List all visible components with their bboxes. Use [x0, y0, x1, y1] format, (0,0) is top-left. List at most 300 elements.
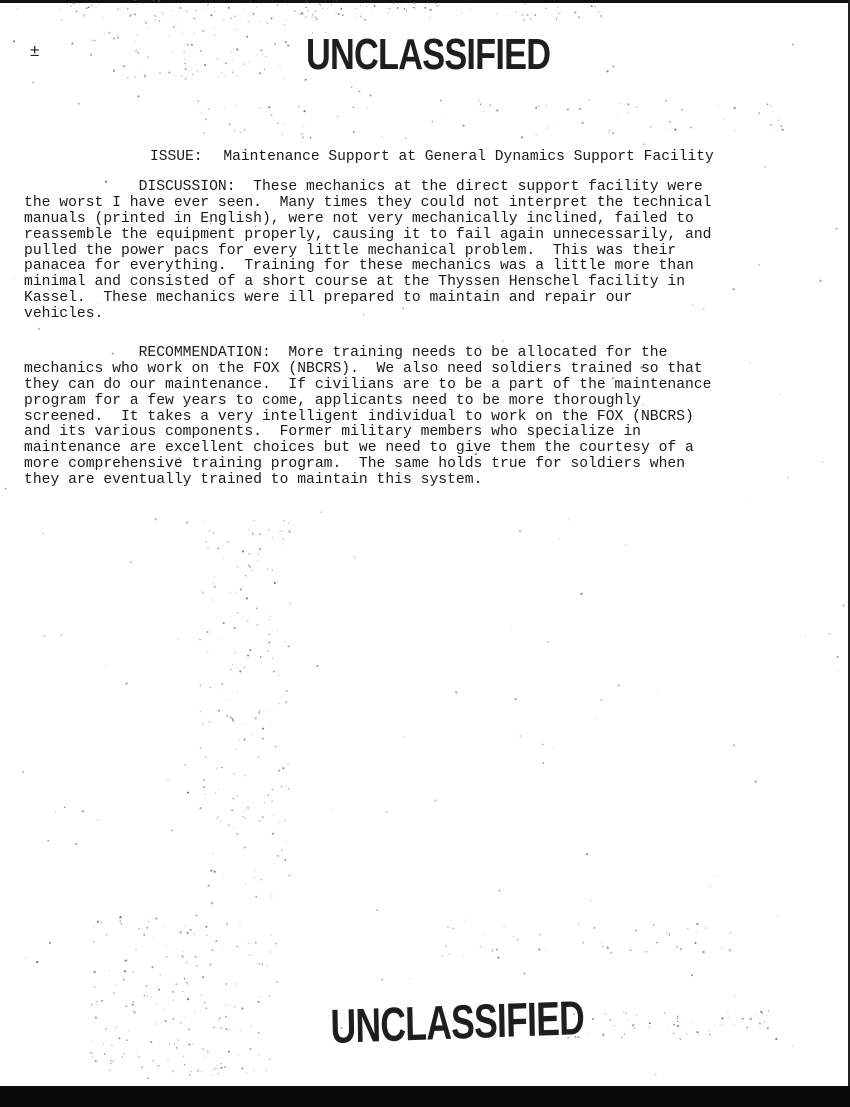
speck	[213, 871, 215, 873]
speck	[621, 1037, 622, 1038]
speck	[137, 95, 139, 97]
speck	[219, 1017, 221, 1019]
speck	[132, 1004, 134, 1006]
speck	[284, 859, 286, 861]
speck	[142, 3, 143, 4]
speck	[187, 932, 189, 934]
speck	[201, 591, 203, 593]
speck	[331, 4, 332, 5]
speck	[146, 927, 148, 929]
text-line: they are eventually trained to maintain this system.	[24, 472, 483, 489]
bottom-scan-edge	[0, 1086, 850, 1107]
speck	[314, 10, 316, 12]
speck	[169, 1044, 170, 1045]
speck	[245, 818, 246, 819]
speck	[545, 8, 546, 9]
speck	[607, 947, 609, 949]
speck	[103, 17, 104, 18]
speck	[778, 118, 779, 119]
speck	[281, 786, 283, 788]
speck	[257, 624, 259, 626]
speck	[609, 1019, 611, 1021]
text-line: the worst I have ever seen. Many times they could not interpret the technical	[24, 194, 712, 211]
speck	[133, 971, 135, 973]
speck	[205, 794, 206, 795]
speck	[97, 1005, 98, 1006]
speck	[122, 1056, 123, 1057]
speck	[427, 1, 429, 3]
speck	[435, 2, 437, 4]
speck	[249, 955, 250, 956]
speck	[113, 1061, 114, 1062]
speck	[207, 4, 209, 6]
speck	[530, 18, 531, 19]
speck	[221, 639, 222, 640]
speck	[125, 682, 127, 684]
speck	[272, 833, 274, 835]
speck	[762, 1013, 763, 1014]
speck	[246, 36, 248, 38]
speck	[451, 920, 452, 921]
speck	[405, 138, 406, 139]
speck	[483, 111, 484, 112]
speck	[202, 9, 203, 10]
speck	[792, 44, 794, 46]
speck	[235, 593, 236, 594]
speck	[696, 923, 698, 925]
speck	[220, 821, 221, 822]
speck	[225, 1005, 226, 1006]
speck	[256, 56, 257, 57]
speck	[176, 24, 177, 25]
speck	[221, 683, 223, 685]
text-line: reassemble the equipment properly, causing it to fail again unnecessarily, and	[24, 226, 712, 243]
speck	[714, 876, 715, 877]
speck	[278, 822, 279, 823]
speck	[173, 1000, 174, 1001]
speck	[282, 5, 283, 6]
speck	[202, 30, 204, 32]
speck	[283, 123, 284, 124]
speck	[247, 620, 249, 622]
speck	[253, 520, 254, 521]
speck	[652, 951, 653, 952]
speck	[134, 14, 136, 16]
speck	[49, 942, 51, 944]
speck	[214, 35, 216, 37]
speck	[272, 658, 273, 659]
speck	[282, 530, 283, 531]
speck	[95, 7, 96, 8]
speck	[515, 11, 517, 13]
speck	[829, 633, 830, 634]
speck	[837, 671, 838, 672]
speck	[136, 1053, 137, 1054]
speck	[371, 11, 372, 12]
speck	[200, 685, 202, 687]
speck	[352, 106, 354, 108]
speck	[519, 735, 521, 737]
speck	[244, 667, 245, 668]
speck	[755, 1014, 756, 1015]
speck	[767, 103, 769, 105]
speck	[171, 10, 172, 11]
speck	[153, 1060, 154, 1061]
speck	[181, 33, 182, 34]
speck	[636, 106, 638, 108]
speck	[316, 665, 318, 667]
speck	[574, 11, 576, 13]
speck	[536, 134, 537, 135]
speck	[38, 328, 40, 330]
speck	[600, 699, 602, 701]
speck	[364, 19, 366, 21]
speck	[268, 106, 270, 108]
speck	[401, 7, 402, 8]
speck	[88, 6, 89, 7]
speck	[190, 929, 192, 931]
speck	[299, 13, 301, 15]
speck	[106, 933, 108, 935]
speck	[538, 933, 540, 935]
speck	[404, 736, 405, 737]
speck	[243, 63, 245, 65]
speck	[233, 773, 235, 775]
speck	[524, 3, 525, 4]
speck	[226, 715, 228, 717]
speck	[220, 1027, 222, 1029]
speck	[285, 41, 287, 43]
speck	[234, 1006, 235, 1007]
speck	[461, 12, 462, 13]
speck	[441, 954, 443, 956]
speck	[145, 22, 147, 24]
speck	[216, 1065, 217, 1066]
speck	[627, 103, 629, 105]
speck	[226, 923, 228, 925]
speck	[126, 959, 128, 961]
speck	[176, 1049, 177, 1050]
speck	[676, 946, 678, 948]
speck	[770, 124, 772, 126]
speck	[67, 4, 68, 5]
speck	[117, 37, 119, 39]
speck	[203, 133, 204, 134]
speck	[759, 1027, 760, 1028]
speck	[261, 964, 263, 966]
speck	[625, 545, 626, 546]
speck	[198, 100, 199, 101]
speck	[173, 26, 175, 28]
speck	[159, 72, 161, 74]
speck	[126, 1039, 128, 1041]
speck	[182, 991, 183, 992]
speck	[288, 645, 290, 647]
speck	[269, 634, 271, 636]
speck	[256, 607, 258, 609]
speck	[253, 12, 254, 13]
speck	[237, 796, 238, 797]
speck	[723, 118, 724, 119]
speck	[479, 100, 480, 101]
text-line: DISCUSSION: These mechanics at the direct support facility were	[24, 179, 703, 195]
speck	[491, 951, 492, 952]
speck	[734, 1024, 735, 1025]
speck	[588, 1033, 589, 1034]
speck	[286, 4, 287, 5]
speck	[269, 995, 271, 997]
speck	[777, 915, 778, 916]
speck	[269, 619, 270, 620]
speck	[582, 942, 584, 944]
speck	[288, 531, 290, 533]
speck	[55, 812, 56, 813]
speck	[194, 33, 195, 34]
speck	[214, 11, 215, 12]
speck	[215, 1068, 217, 1070]
speck	[334, 11, 335, 12]
speck	[218, 789, 219, 790]
speck	[353, 131, 355, 133]
speck	[144, 995, 145, 996]
speck	[261, 107, 262, 108]
speck	[259, 21, 260, 22]
speck	[270, 951, 271, 952]
speck	[509, 8, 510, 9]
speck	[729, 949, 731, 951]
speck	[781, 129, 783, 131]
speck	[241, 1007, 243, 1009]
speck	[162, 13, 163, 14]
speck	[246, 597, 248, 599]
speck	[282, 767, 284, 769]
speck	[718, 105, 719, 106]
speck	[667, 932, 669, 934]
corner-mark: ±	[30, 41, 40, 60]
speck	[305, 0, 307, 2]
speck	[236, 666, 237, 667]
speck	[117, 35, 119, 37]
speck	[164, 6, 165, 7]
speck	[655, 1074, 656, 1075]
speck	[227, 541, 229, 543]
speck	[232, 72, 233, 73]
speck	[480, 103, 482, 105]
speck	[172, 991, 174, 993]
speck	[557, 6, 558, 7]
speck	[105, 665, 107, 667]
speck	[144, 77, 146, 79]
speck	[428, 2, 430, 4]
speck	[766, 1014, 767, 1015]
speck	[228, 1029, 230, 1031]
speck	[201, 113, 202, 114]
speck	[685, 1023, 686, 1024]
speck	[159, 20, 160, 21]
speck	[135, 49, 137, 51]
speck	[304, 110, 306, 112]
speck	[274, 43, 276, 45]
speck	[289, 603, 290, 604]
speck	[609, 130, 611, 132]
speck	[123, 65, 125, 67]
speck	[70, 5, 72, 7]
speck	[163, 925, 164, 926]
speck	[455, 691, 457, 693]
speck	[223, 622, 225, 624]
speck	[267, 569, 268, 570]
speck	[123, 6, 124, 7]
speck	[240, 1029, 241, 1030]
speck	[127, 77, 128, 78]
speck	[579, 108, 581, 110]
speck	[497, 957, 499, 959]
speck	[760, 1011, 762, 1013]
speck	[242, 816, 243, 817]
text-line: pulled the power pacs for every little mechanical problem. This was their	[24, 242, 677, 259]
speck	[404, 8, 406, 10]
speck	[192, 73, 194, 75]
speck	[147, 1077, 149, 1079]
speck	[454, 0, 455, 1]
speck	[206, 1007, 207, 1008]
speck	[184, 1016, 185, 1017]
speck	[239, 740, 240, 741]
speck	[134, 40, 135, 41]
speck	[240, 131, 241, 132]
text-line: Kassel. These mechanics were ill prepared to maintain and repair our	[24, 290, 633, 307]
speck	[252, 569, 253, 570]
speck	[113, 992, 115, 994]
speck	[229, 123, 231, 125]
speck	[588, 99, 590, 101]
speck	[269, 796, 270, 797]
speck	[180, 1022, 182, 1024]
speck	[205, 926, 207, 928]
speck	[124, 970, 126, 972]
speck	[608, 132, 609, 133]
speck	[653, 924, 655, 926]
speck	[633, 1027, 635, 1029]
speck	[248, 943, 249, 944]
speck	[721, 1017, 723, 1019]
speck	[234, 827, 235, 828]
speck	[59, 9, 61, 11]
speck	[71, 42, 73, 44]
speck	[212, 582, 213, 583]
speck	[168, 72, 170, 74]
speck	[235, 748, 236, 749]
speck	[354, 556, 356, 558]
speck	[308, 11, 309, 12]
speck	[188, 1043, 190, 1045]
speck	[139, 65, 140, 66]
speck	[192, 1044, 194, 1046]
speck	[213, 1026, 215, 1028]
speck	[305, 16, 307, 18]
speck	[200, 747, 202, 749]
speck	[269, 1059, 270, 1060]
speck	[214, 6, 215, 7]
speck	[225, 1016, 227, 1018]
speck	[837, 656, 839, 658]
speck	[184, 1064, 186, 1066]
speck	[285, 20, 286, 21]
speck	[337, 116, 338, 117]
speck	[434, 799, 436, 801]
speck	[271, 895, 272, 896]
speck	[217, 547, 219, 549]
speck	[247, 807, 249, 809]
speck	[184, 63, 185, 64]
speck	[119, 920, 121, 922]
speck	[83, 15, 85, 17]
speck	[216, 768, 217, 769]
speck	[780, 125, 782, 127]
speck	[95, 1060, 97, 1062]
speck	[123, 1053, 125, 1055]
speck	[138, 1056, 140, 1058]
speck	[288, 523, 289, 524]
speck	[257, 7, 258, 8]
speck	[463, 955, 464, 956]
speck	[195, 10, 197, 12]
speck	[228, 1004, 229, 1005]
speck	[94, 40, 96, 42]
speck	[172, 1070, 174, 1072]
speck	[285, 690, 287, 692]
speck	[163, 1008, 164, 1009]
speck	[590, 900, 592, 902]
speck	[208, 721, 210, 723]
speck	[805, 635, 806, 636]
speck	[190, 1071, 191, 1072]
speck	[191, 44, 193, 46]
speck	[690, 1021, 691, 1022]
speck	[133, 1001, 135, 1003]
speck	[792, 1045, 793, 1046]
speck	[208, 885, 210, 887]
speck	[262, 816, 264, 818]
speck	[355, 18, 356, 19]
speck	[407, 2, 408, 3]
speck	[105, 2, 106, 3]
speck	[133, 1010, 134, 1011]
speck	[370, 95, 372, 97]
speck	[64, 806, 66, 808]
speck	[178, 639, 180, 641]
speck	[194, 18, 195, 19]
speck	[135, 4, 137, 6]
speck	[247, 654, 249, 656]
speck	[114, 1030, 115, 1031]
speck	[243, 738, 245, 740]
speck	[180, 931, 182, 933]
speck	[259, 108, 260, 109]
text-line: manuals (printed in English), were not very mechanically inclined, failed to	[24, 210, 694, 227]
speck	[78, 103, 80, 105]
speck	[266, 56, 267, 57]
speck	[470, 147, 471, 148]
speck	[645, 951, 647, 953]
speck	[272, 1, 274, 3]
speck	[673, 1024, 675, 1026]
speck	[627, 1019, 628, 1020]
speck	[602, 946, 604, 948]
speck	[213, 532, 215, 534]
speck	[82, 810, 84, 812]
speck	[129, 1030, 130, 1031]
